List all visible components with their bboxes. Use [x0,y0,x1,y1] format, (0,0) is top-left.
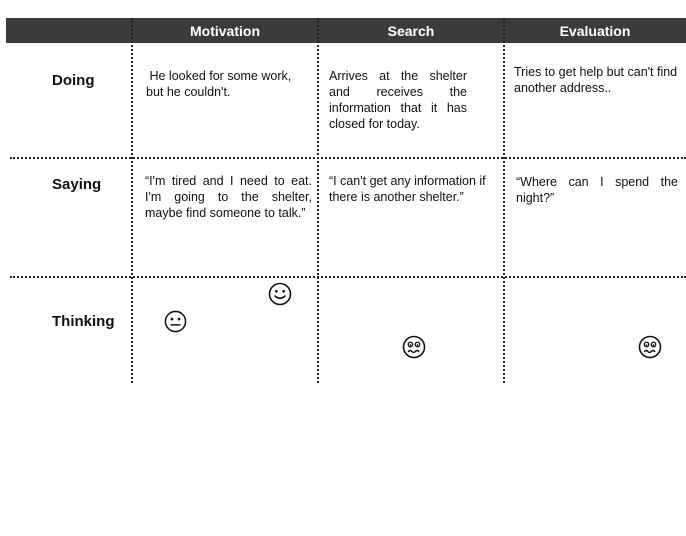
grid-divider-2 [317,18,319,383]
doing-evaluation-text: Tries to get help but can't find another address.. [514,65,678,95]
grid-divider-1 [131,18,133,383]
worried-face-icon [638,335,662,359]
column-header-evaluation: Evaluation [559,23,631,39]
column-header-search: Search [387,23,435,39]
row-label-saying: Saying [52,176,102,193]
row-label-doing: Doing [52,72,95,89]
doing-motivation-text: He looked for some work, but he couldn't. [146,69,295,99]
doing-search-text: Arrives at the shelter and receives the information that it has closed for today. [329,69,467,131]
grid-divider-3 [503,18,505,383]
saying-motivation-text: “I'm tired and I need to eat. I'm going to the shelter, maybe find someone to talk.” [145,174,312,220]
worried-face-icon [402,335,426,359]
saying-search-text: “I can't get any information if there is another shelter.” [329,174,486,204]
row-divider-2 [10,276,686,278]
column-header-motivation: Motivation [190,23,260,39]
neutral-face-icon [164,310,187,333]
row-label-thinking: Thinking [52,313,115,330]
row-divider-1 [10,157,686,159]
saying-evaluation-text: “Where can I spend the night?” [516,175,678,205]
happy-face-icon [268,282,292,306]
